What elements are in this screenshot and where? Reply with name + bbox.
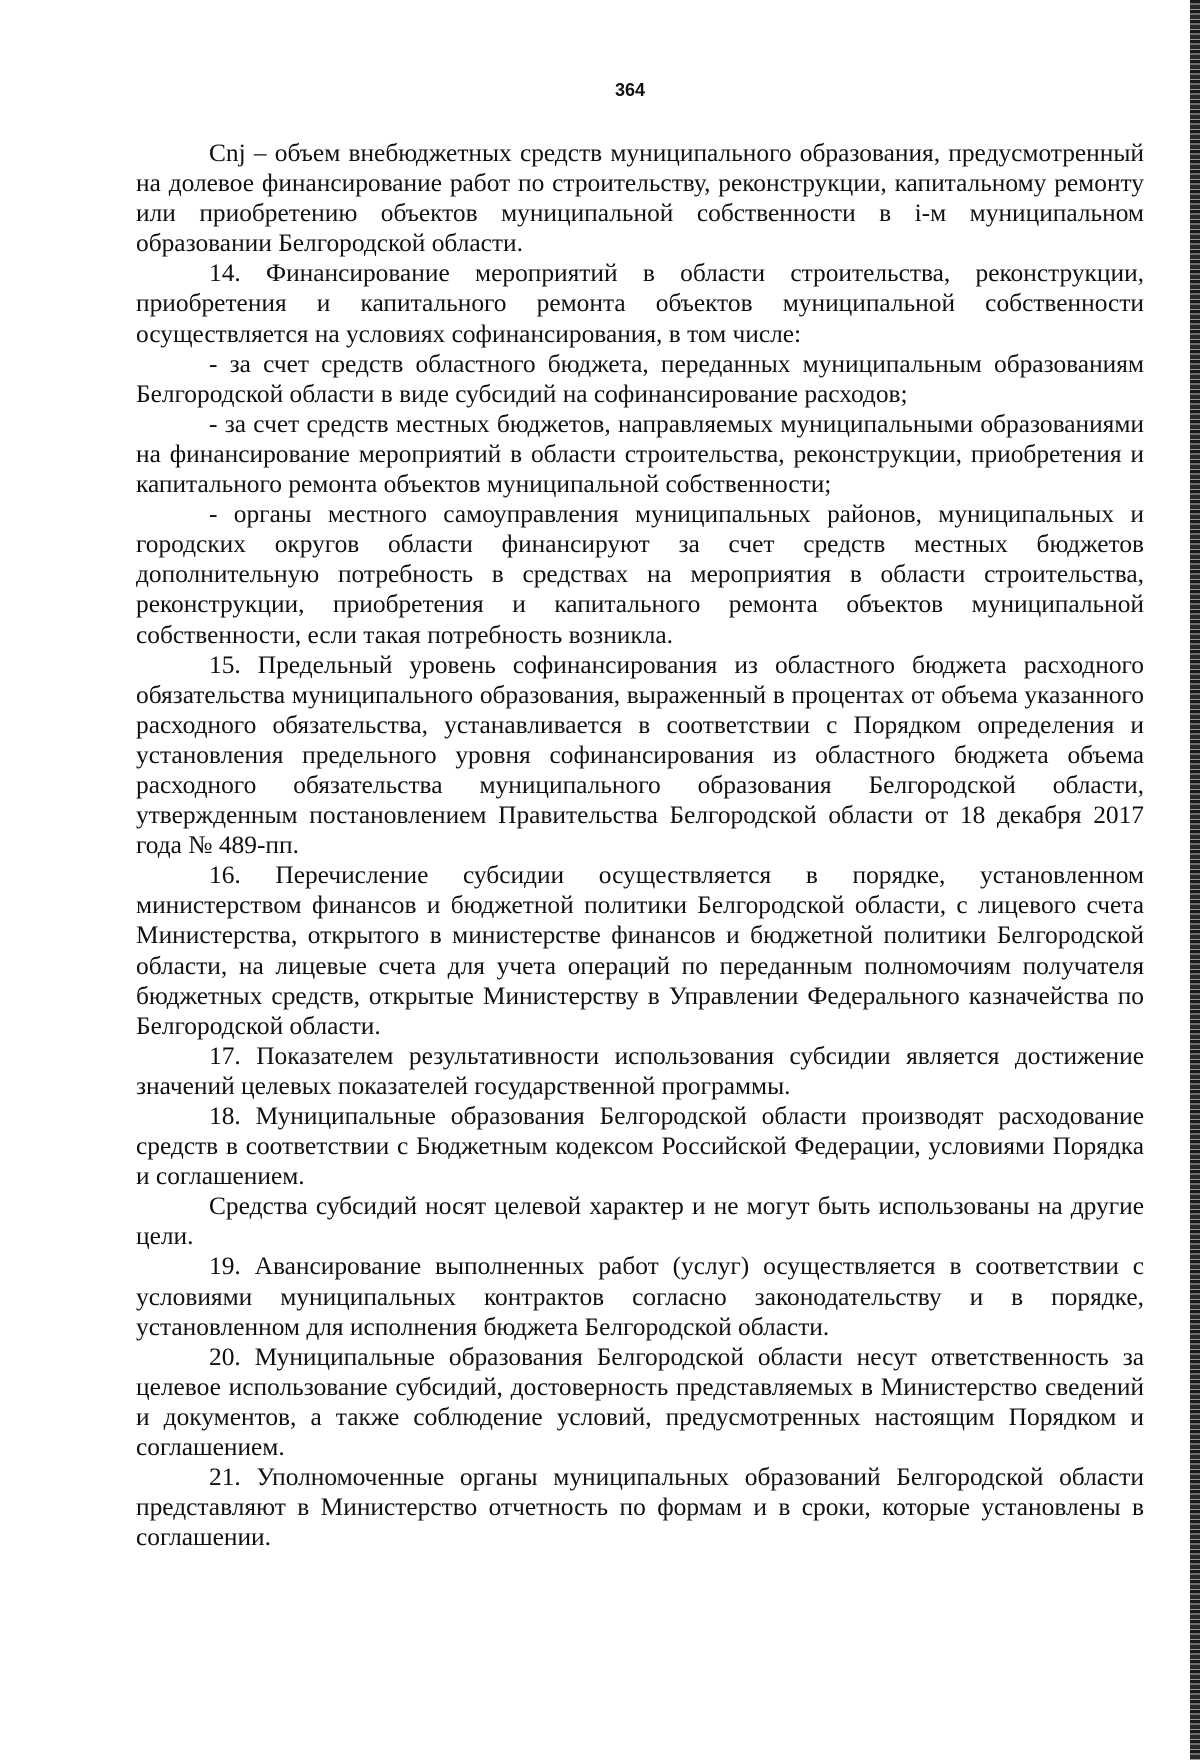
- list-item-local-authorities: - органы местного самоуправления муниципальных районов, муниципальных и городских округов области финансируют за счет средств местных бюджетов дополнительную потребность в средствах на мероприятия в области строительства, реконструкции, приобретения и капитального ремонта объектов муниципальной собственности, если такая потребность возникла.: [136, 500, 1144, 649]
- list-item-local-budgets: - за счет средств местных бюджетов, направляемых муниципальными образованиями на финансирование мероприятий в области строительства, реконструкции, приобретения и капитального ремонта объектов муниципальной собственности;: [136, 409, 1144, 499]
- scan-edge-artifact: [1190, 0, 1200, 1760]
- paragraph-21: 21. Уполномоченные органы муниципальных образований Белгородской области представляют в Министерство отчетность по формам и в сроки, которые установлены в соглашении.: [136, 1463, 1144, 1552]
- paragraph-16: 16. Перечисление субсидии осуществляется в порядке, установленном министерством финансов и бюджетной политики Белгородской области, с лицевого счета Министерства, открытого в министерстве финансов и бюджетной политики Белгородской области, на лицевые счета для учета операций по переданным полномочиям получателя бюджетных средств, открытые Министерству в Управлении Федерального казначейства по Белгородской области.: [136, 861, 1144, 1040]
- list-item-regional-budget: - за счет средств областного бюджета, переданных муниципальным образованиям Белгородской области в виде субсидий на софинансирование расходов;: [136, 349, 1144, 408]
- paragraph-18-note: Средства субсидий носят целевой характер и не могут быть использованы на другие цели.: [136, 1192, 1144, 1251]
- page-number: 364: [614, 80, 646, 100]
- paragraph-20: 20. Муниципальные образования Белгородской области несут ответственность за целевое использование субсидий, достоверность представляемых в Министерство сведений и документов, а также соблюдение условий, предусмотренных настоящим Порядком и соглашением.: [136, 1342, 1144, 1462]
- paragraph-19: 19. Авансирование выполненных работ (услуг) осуществляется в соответствии с условиями муниципальных контрактов согласно законодательству и в порядке, установленном для исполнения бюджета Белгородской области.: [136, 1252, 1144, 1341]
- paragraph-17: 17. Показателем результативности использования субсидии является достижение значений целевых показателей государственной программы.: [136, 1041, 1144, 1100]
- paragraph-18: 18. Муниципальные образования Белгородской области производят расходование средств в соответствии с Бюджетным кодексом Российской Федерации, условиями Порядка и соглашением.: [136, 1102, 1144, 1191]
- paragraph-14: 14. Финансирование мероприятий в области строительства, реконструкции, приобретения и капитального ремонта объектов муниципальной собственности осуществляется на условиях софинансирования, в том числе:: [136, 259, 1144, 348]
- paragraph-cnj-definition: Cnj – объем внебюджетных средств муниципального образования, предусмотренный на долевое финансирование работ по строительству, реконструкции, капитальному ремонту или приобретению объектов муниципальной собственности в i-м муниципальном образовании Белгородской области.: [136, 139, 1144, 258]
- document-body: [136, 138, 1144, 1552]
- paragraph-15: 15. Предельный уровень софинансирования из областного бюджета расходного обязательства муниципального образования, выраженный в процентах от объема указанного расходного обязательства, устанавливается в соответствии с Порядком определения и установления предельного уровня софинансирования из областного бюджета объема расходного обязательства муниципального образования Белгородской области, утвержденным постановлением Правительства Белгородской области от 18 декабря 2017 года № 489-пп.: [136, 650, 1144, 860]
